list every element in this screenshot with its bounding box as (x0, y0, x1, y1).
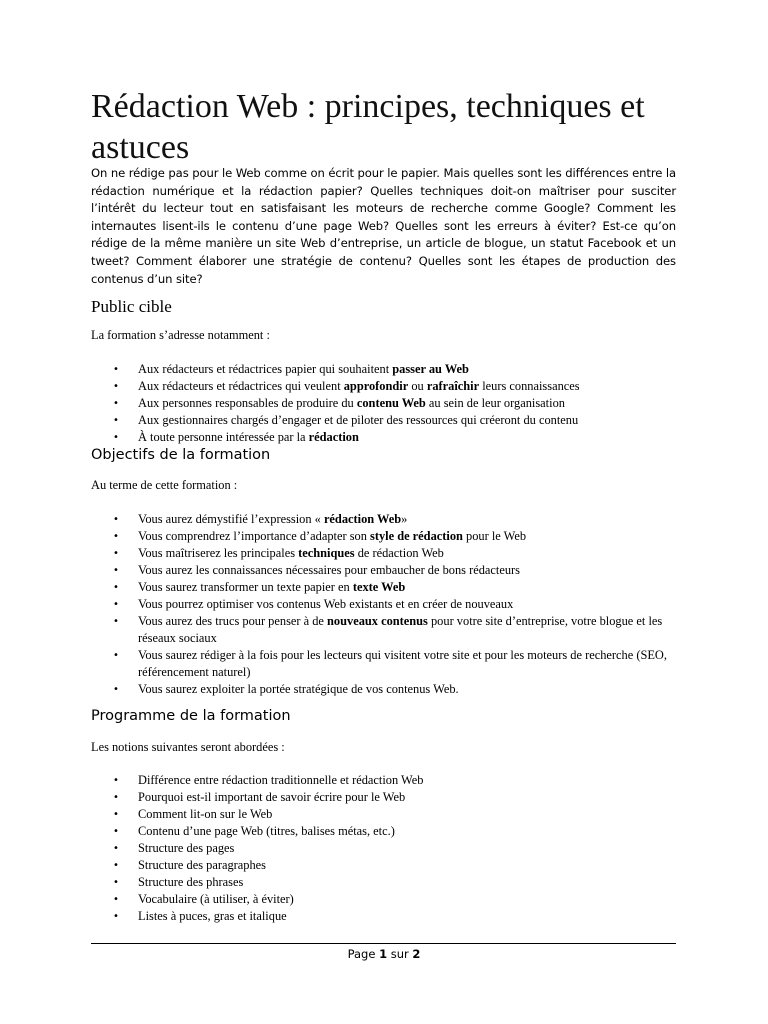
list-item: • Vous maîtriserez les principales techniques de rédaction Web (91, 545, 676, 562)
objectifs-list (91, 511, 676, 698)
public-lead: La formation s’adresse notamment : (91, 328, 270, 342)
public-list (91, 361, 676, 446)
page-footer (0, 947, 768, 961)
list-item: • Contenu d’une page Web (titres, balises métas, etc.) (91, 823, 676, 840)
list-item: • Vocabulaire (à utiliser, à éviter) (91, 891, 676, 908)
section-heading-programme: Programme de la formation (91, 708, 291, 724)
footer-divider (91, 943, 676, 944)
list-item: • Vous saurez rédiger à la fois pour les lecteurs qui visitent votre site et pour les moteurs de recherche (SEO, référencement naturel) (91, 647, 676, 681)
list-item: • Vous saurez exploiter la portée stratégique de vos contenus Web. (91, 681, 676, 698)
list-item: • Vous comprendrez l’importance d’adapter son style de rédaction pour le Web (91, 528, 676, 545)
list-item: • Vous aurez les connaissances nécessaires pour embaucher de bons rédacteurs (91, 562, 676, 579)
list-item: • Différence entre rédaction traditionnelle et rédaction Web (91, 772, 676, 789)
list-item: • Structure des pages (91, 840, 676, 857)
list-item: • Aux gestionnaires chargés d’engager et de piloter des ressources qui créeront du contenu (91, 412, 676, 429)
list-item: • Pourquoi est-il important de savoir écrire pour le Web (91, 789, 676, 806)
list-item: • Aux rédacteurs et rédactrices papier qui souhaitent passer au Web (91, 361, 676, 378)
list-item: • Listes à puces, gras et italique (91, 908, 676, 925)
list-item: • Vous aurez des trucs pour penser à de nouveaux contenus pour votre site d’entreprise, votre blogue et les réseaux sociaux (91, 613, 676, 647)
list-item: • Aux personnes responsables de produire du contenu Web au sein de leur organisation (91, 395, 676, 412)
list-item: • Vous aurez démystifié l’expression « rédaction Web» (91, 511, 676, 528)
document-title: Rédaction Web : principes, techniques et astuces (91, 88, 645, 166)
list-item: • Structure des phrases (91, 874, 676, 891)
programme-lead: Les notions suivantes seront abordées : (91, 740, 285, 754)
objectifs-lead: Au terme de cette formation : (91, 478, 238, 492)
list-item: • Vous saurez transformer un texte papier en texte Web (91, 579, 676, 596)
list-item: • Vous pourrez optimiser vos contenus Web existants et en créer de nouveaux (91, 596, 676, 613)
footer-page-label: Page (347, 947, 376, 961)
section-heading-public-cible: Public cible (91, 297, 172, 316)
list-item: • Comment lit-on sur le Web (91, 806, 676, 823)
programme-list (91, 772, 676, 925)
list-item: • Structure des paragraphes (91, 857, 676, 874)
section-heading-objectifs: Objectifs de la formation (91, 447, 271, 463)
footer-total-pages: 2 (412, 947, 421, 961)
intro-paragraph: On ne rédige pas pour le Web comme on écrit pour le papier. Mais quelles sont les différences entre la rédaction numérique et la rédaction papier? Quelles techniques doit-on maîtriser pour susciter l’intérêt du lecteur tout en satisfaisant les moteurs de recherche comme Google? Comment les internautes lisent-ils le contenu d’une page Web? Quelles sont les erreurs à éviter? Est-ce qu’on rédige de la même manière un site Web d’entreprise, un article de blogue, un statut Facebook et un tweet? Comment élaborer une stratégie de contenu? Quelles sont les étapes de production des contenus d’un site? (91, 166, 677, 286)
list-item: • À toute personne intéressée par la rédaction (91, 429, 676, 446)
list-item: • Aux rédacteurs et rédactrices qui veulent approfondir ou rafraîchir leurs connaissances (91, 378, 676, 395)
footer-of-label: sur (390, 947, 409, 961)
footer-page-number: 1 (379, 947, 388, 961)
